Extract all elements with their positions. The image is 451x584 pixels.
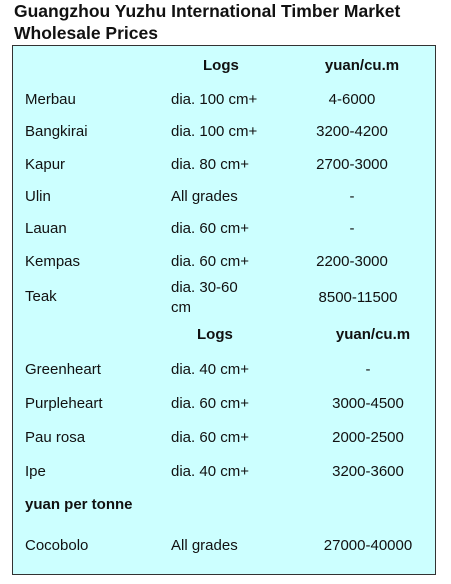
header-logs: Logs [203,57,239,74]
logs-cell: dia. 100 cm+ [171,91,258,108]
logs-cell: dia. 40 cm+ [171,463,249,480]
price-cell: 8500-11500 [318,289,398,306]
price-cell: 2700-3000 [316,156,388,173]
price-cell: 2000-2500 [332,429,404,446]
title-line-1: Guangzhou Yuzhu International Timber Market [14,1,401,21]
header-unit-tonne: yuan per tonne [25,496,133,513]
logs-cell: dia. 60 cm+ [171,253,249,270]
price-cell: 3000-4500 [332,395,404,412]
logs-cell: dia. 60 cm+ [171,429,249,446]
species-cell: Lauan [25,220,67,237]
species-cell: Teak [25,288,57,305]
species-cell: Greenheart [25,361,101,378]
species-cell: Bangkirai [25,123,88,140]
species-cell: Ipe [25,463,46,480]
species-cell: Kempas [25,253,81,270]
logs-cell-line-2: cm [171,299,191,316]
logs-cell: dia. 100 cm+ [171,123,258,140]
logs-cell [171,278,261,318]
species-cell: Merbau [25,91,76,108]
logs-cell: dia. 60 cm+ [171,395,249,412]
price-cell: 2200-3000 [316,253,388,270]
logs-cell: All grades [171,537,238,554]
species-cell: Purpleheart [25,395,103,412]
header-unit: yuan/cu.m [335,326,411,343]
logs-cell: dia. 80 cm+ [171,156,249,173]
price-cell: 3200-3600 [332,463,404,480]
price-cell: 3200-4200 [316,123,388,140]
species-cell: Pau rosa [25,429,86,446]
price-cell: 27000-40000 [323,537,413,554]
species-cell: Cocobolo [25,537,89,554]
price-cell: - [349,220,355,237]
page-title [14,0,400,44]
header-logs: Logs [197,326,233,343]
price-cell: 4-6000 [328,91,376,108]
logs-cell: dia. 60 cm+ [171,220,249,237]
price-cell: - [365,361,371,378]
logs-cell: dia. 40 cm+ [171,361,249,378]
logs-cell: All grades [171,188,238,205]
species-cell: Kapur [25,156,66,173]
header-unit: yuan/cu.m [324,57,400,74]
logs-cell-line-1: dia. 30-60 [171,279,238,296]
species-cell: Ulin [25,188,51,205]
price-table [12,45,436,575]
price-cell: - [349,188,355,205]
title-line-2: Wholesale Prices [14,23,158,43]
